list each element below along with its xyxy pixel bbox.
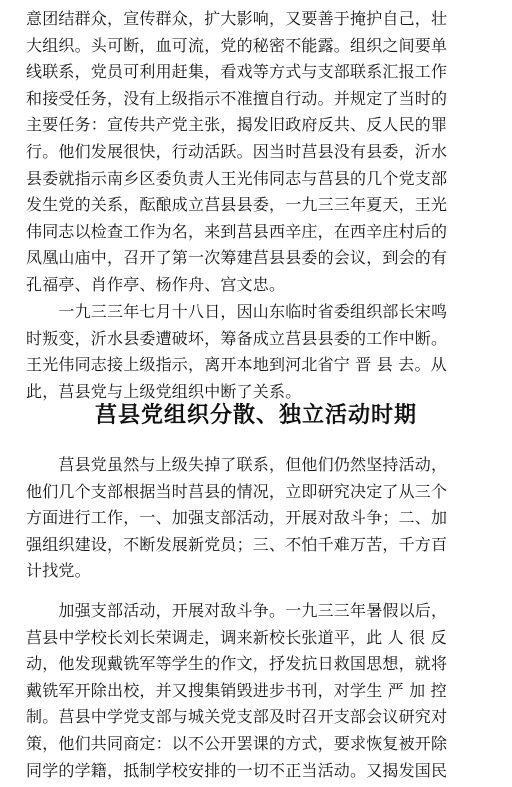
text-line: 行。他们发展很快，行动活跃。因当时莒县没有县委，沂水: [26, 141, 448, 161]
text-line: 方面进行工作，一、加强支部活动，开展对敌斗争；二、加: [26, 508, 448, 528]
paragraph-school-struggle: [26, 598, 492, 784]
text-line: 主要任务：宣传共产党主张，揭发旧政府反共、反人民的罪: [26, 115, 448, 135]
paragraph-july-1933: [26, 299, 492, 405]
text-line: 孔福亭、肖作亭、杨作舟、宫文忠。: [26, 274, 286, 294]
text-line: 计找党。: [26, 561, 91, 581]
text-line: 王光伟同志接上级指示，离开本地到河北省宁 晋 县 去。从: [26, 355, 447, 375]
text-line: 同学的学籍，抵制学校安排的一切不正当活动。又揭发国民: [26, 760, 448, 780]
text-line: 莒县中学校长刘长荣调走，调来新校长张道平，此 人 很 反: [26, 627, 447, 647]
paragraph-party-organization-rules: [26, 6, 492, 299]
text-line: 意团结群众，宣传群众，扩大影响，又要善于掩护自己，壮: [26, 9, 448, 28]
text-line: 动，他发现戴铣军等学生的作文，抒发抗日救国思想，就将: [26, 654, 448, 674]
text-line: 县委就指示南乡区委负责人王光伟同志与莒县的几个党支部: [26, 168, 448, 188]
text-line: 凤凰山庙中，召开了第一次筹建莒县县委的会议，到会的有: [26, 248, 448, 268]
text-line: 时叛变，沂水县委遭破坏，筹备成立莒县县委的工作中断。: [26, 328, 448, 348]
text-line: 伟同志以检查工作为名，来到莒县西辛庄，在西辛庄村后的: [26, 221, 448, 241]
text-line: 强组织建设，不断发展新党员；三、不怕千难万苦，千方百: [26, 534, 448, 554]
text-line: 戴铣军开除出校，并又搜集销毁进步书刊，对学生 严 加 控: [26, 680, 447, 700]
paragraph-three-tasks: [26, 452, 492, 585]
text-line: 大组织。头可断，血可流，党的秘密不能露。组织之间要单: [26, 35, 448, 55]
text-line: 莒县党虽然与上级失掉了联系，但他们仍然坚持活动，: [26, 455, 448, 474]
text-line: 加强支部活动，开展对敌斗争。一九三三年暑假以后，: [26, 601, 448, 620]
text-line: 策，他们共同商定：以不公开罢课的方式，要求恢复被开除: [26, 733, 448, 753]
text-line: 此，莒县党与上级党组织中断了关系。: [26, 381, 302, 401]
text-line: 发生党的关系，酝酿成立莒县县委，一九三三年夏天，王光: [26, 195, 448, 215]
text-line: 和接受任务，没有上级指示不准擅自行动。并规定了当时的: [26, 88, 448, 108]
text-line: 制。莒县中学党支部与城关党支部及时召开支部会议研究对: [26, 707, 448, 727]
text-line: 一九三三年七月十八日，因山东临时省委组织部长宋鸣: [26, 302, 448, 321]
section-heading: 莒县党组织分散、独立活动时期: [94, 403, 417, 428]
text-line: 线联系，党员可利用赶集，看戏等方式与支部联系汇报工作: [26, 62, 448, 82]
text-line: 他们几个支部根据当时莒县的情况，立即研究决定了从三个: [26, 481, 448, 501]
